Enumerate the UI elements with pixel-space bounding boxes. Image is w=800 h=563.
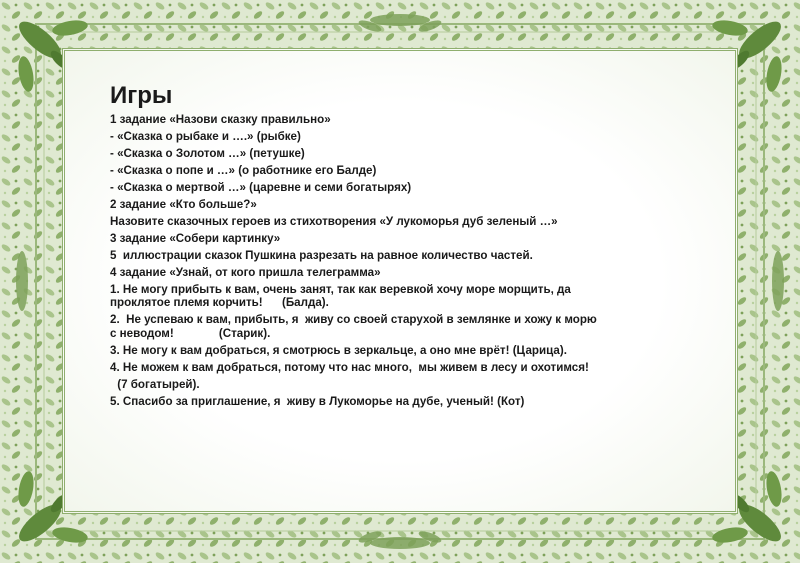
- task-2-heading: 2 задание «Кто больше?»: [110, 198, 257, 211]
- telegram-5: 5. Спасибо за приглашение, я живу в Лукоморье на дубе, ученый! (Кот): [110, 394, 525, 408]
- task-2-text: Назовите сказочных героев из стихотворения «У лукоморья дуб зеленый …»: [110, 215, 558, 228]
- telegram-4-answer: (7 богатырей).: [114, 377, 200, 391]
- telegram-3: 3. Не могу к вам добраться, я смотрюсь в зеркальце, а оно мне врёт! (Царица).: [110, 343, 567, 357]
- task-1-item-2: - «Сказка о Золотом …» (петушке): [110, 147, 305, 160]
- task-1-item-1: - «Сказка о рыбаке и ….» (рыбке): [110, 130, 301, 143]
- task-1-item-3: - «Сказка о попе и …» (о работнике его Балде): [110, 164, 377, 177]
- task-3-text: 5 иллюстрации сказок Пушкина разрезать на равное количество частей.: [110, 249, 533, 262]
- task-3-heading: 3 задание «Собери картинку»: [110, 232, 281, 245]
- telegram-1: 1. Не могу прибыть к вам, очень занят, так как веревкой хочу море морщить, да проклятое племя корчить! (Балда).: [110, 283, 575, 310]
- telegram-2: 2. Не успеваю к вам, прибыть, я живу со своей старухой в землянке и хожу к морю с неводом! (Старик).: [110, 313, 601, 340]
- slide-title: Игры: [110, 82, 173, 109]
- task-1-item-4: - «Сказка о мертвой …» (царевне и семи богатырях): [110, 181, 412, 194]
- slide-content: [110, 82, 600, 412]
- task-1-heading: 1 задание «Назови сказку правильно»: [110, 113, 331, 126]
- task-4-heading: 4 задание «Узнай, от кого пришла телеграмма»: [110, 266, 381, 279]
- telegram-4: 4. Не можем к вам добраться, потому что нас много, мы живем в лесу и охотимся!: [110, 360, 589, 374]
